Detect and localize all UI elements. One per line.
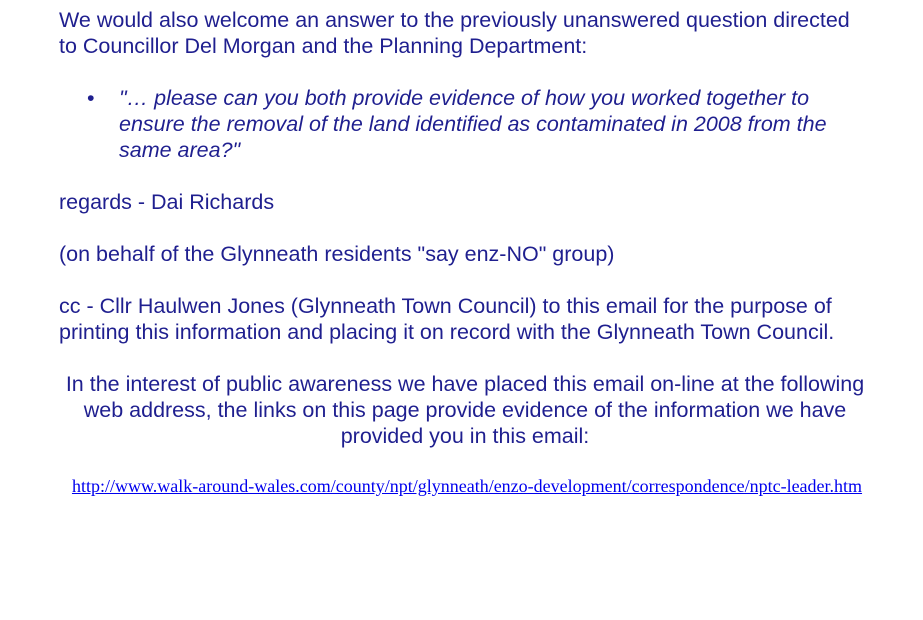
bullet-list-item — [59, 85, 871, 163]
link-container — [59, 475, 871, 497]
spacer — [59, 267, 871, 293]
quoted-question: "… please can you both provide evidence of how you worked together to ensure the removal of the land identified as contaminated in 2008 from the same area?" — [119, 86, 827, 162]
correspondence-link[interactable]: http://www.walk-around-wales.com/county/npt/glynneath/enzo-development/correspondence/nptc-leader.htm — [71, 476, 863, 496]
spacer — [59, 345, 871, 371]
awareness-paragraph: In the interest of public awareness we have placed this email on-line at the following web address, the links on this page provide evidence of the information we have provided you in this email: — [65, 372, 865, 448]
email-document — [59, 7, 871, 497]
cc-paragraph: cc - Cllr Haulwen Jones (Glynneath Town Council) to this email for the purpose of printing this information and placing it on record with the Glynneath Town Council. — [59, 294, 835, 344]
spacer — [59, 215, 871, 241]
spacer — [59, 163, 871, 189]
intro-paragraph: We would also welcome an answer to the previously unanswered question directed to Councillor Del Morgan and the Planning Department: — [59, 8, 850, 58]
spacer — [59, 59, 871, 85]
behalf-line: (on behalf of the Glynneath residents "say enz-NO" group) — [59, 242, 615, 266]
regards-line: regards - Dai Richards — [59, 190, 275, 214]
bullet-icon: • — [87, 86, 95, 110]
